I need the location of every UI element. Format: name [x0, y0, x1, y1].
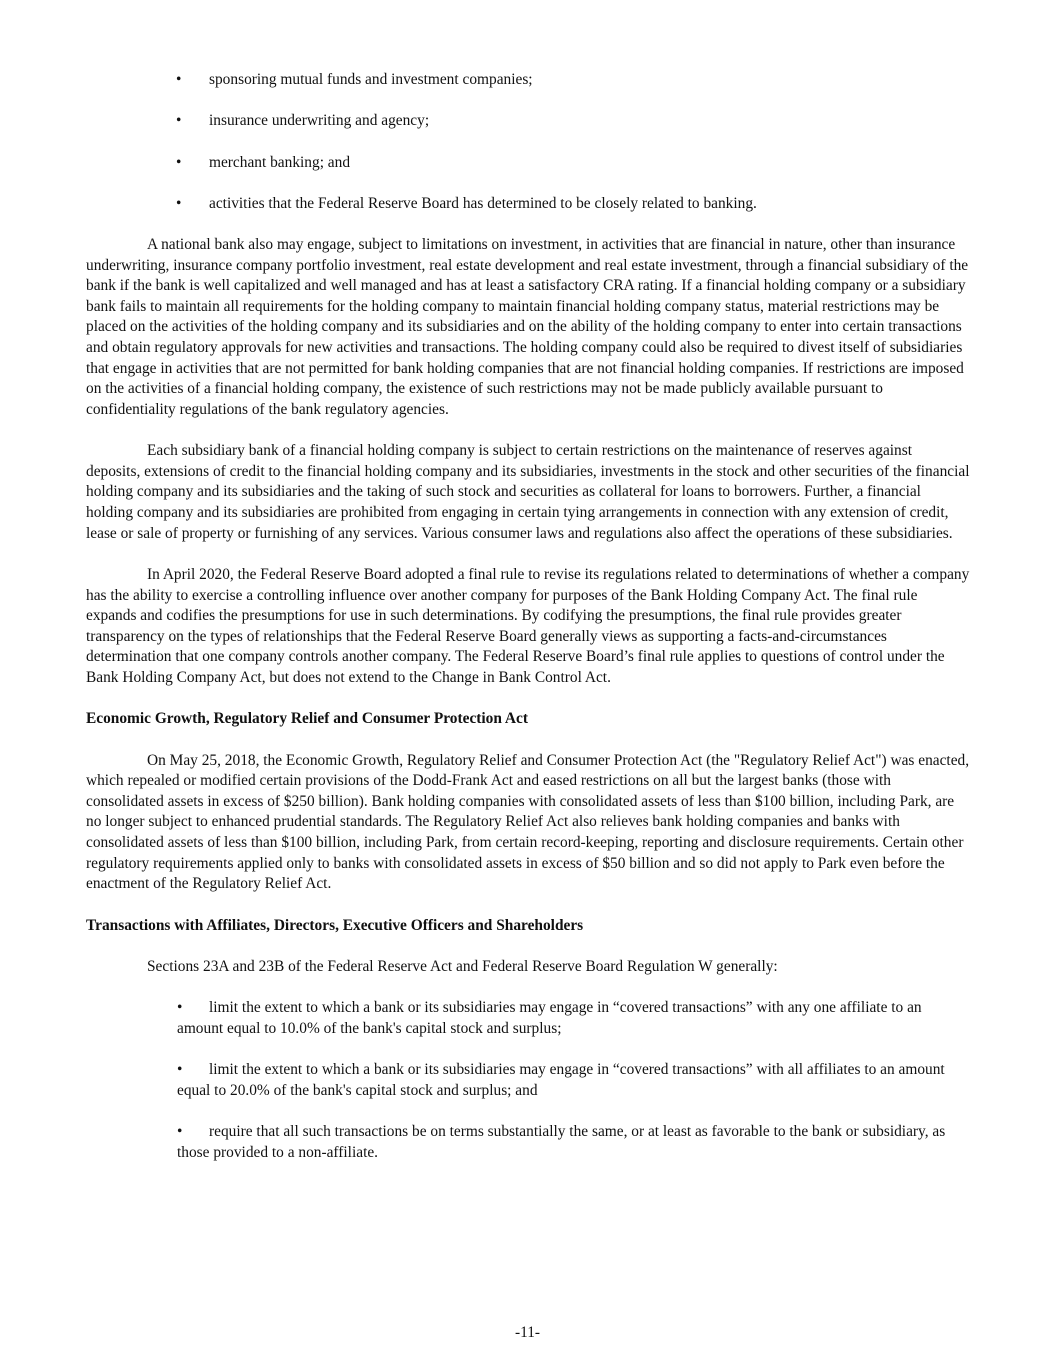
- list-item: [86, 998, 970, 1039]
- paragraph-national-bank: A national bank also may engage, subject to limitations on investment, in activities that are financial in nature, other than insurance underwriting, insurance company portfolio investment, real estate development and real estate investment, through a financial subsidiary of the bank if the bank is well capitalized and well managed and has at least a satisfactory CRA rating. If a financial holding company or a subsidiary bank fails to maintain all requirements for the holding company to maintain financial holding company status, material restrictions may be placed on the activities of the holding company and its subsidiaries and on the ability of the holding company to enter into certain transactions and obtain regulatory approvals for new activities and transactions. The holding company could also be required to divest itself of subsidiaries that engage in activities that are not permitted for bank holding companies that are not financial holding companies. If restrictions are imposed on the activities of a financial holding company, the existence of such restrictions may not be made publicly available pursuant to confidentiality regulations of the bank regulatory agencies.: [86, 236, 969, 418]
- list-item-text: require that all such transactions be on terms substantially the same, or at least as favorable to the bank or subsidiary, as those provided to a non-affiliate.: [177, 1123, 946, 1161]
- list-item: [0, 194, 1055, 215]
- bullet-icon: •: [177, 999, 183, 1017]
- list-item: [0, 70, 1055, 91]
- section-heading-regulatory-relief: Economic Growth, Regulatory Relief and Consumer Protection Act: [86, 710, 528, 728]
- list-item: [0, 153, 1055, 174]
- page-number: -11-: [514, 1324, 541, 1341]
- list-item-text: activities that the Federal Reserve Board has determined to be closely related to banking.: [209, 195, 757, 213]
- paragraph-subsidiary-bank: Each subsidiary bank of a financial holding company is subject to certain restrictions on the maintenance of reserves against deposits, extensions of credit to the financial holding company and its subsidiaries, investments in the stock and other securities of the financial holding company and its subsidiaries and the taking of such stock and securities as collateral for loans to borrowers. Further, a financial holding company and its subsidiaries are prohibited from engaging in certain tying arrangements in connection with any extension of credit, lease or sale of property or furnishing of any services. Various consumer laws and regulations also affect the operations of these subsidiaries.: [86, 442, 970, 542]
- paragraph-april-2020-rule: In April 2020, the Federal Reserve Board adopted a final rule to revise its regulations related to determinations of whether a company has the ability to exercise a controlling influence over another company for purposes of the Bank Holding Company Act. The final rule expands and codifies the presumptions for use in such determinations. By codifying the presumptions, the final rule provides greater transparency on the types of relationships that the Federal Reserve Board generally views as supporting a facts-and-circumstances determination that one company controls another company. The Federal Reserve Board’s final rule applies to questions of control under the Bank Holding Company Act, but does not extend to the Change in Bank Control Act.: [86, 565, 970, 686]
- document-body: [86, 235, 970, 1184]
- bullet-icon: •: [177, 1123, 183, 1141]
- paragraph-regulatory-relief: On May 25, 2018, the Economic Growth, Regulatory Relief and Consumer Protection Act (the "Regulatory Relief Act") was enacted, which repealed or modified certain provisions of the Dodd-Frank Act and eased restrictions on all but the largest banks (those with consolidated assets in excess of $250 billion). Bank holding companies with consolidated assets of less than $100 billion, including Park, are no longer subject to enhanced prudential standards. The Regulatory Relief Act also relieves bank holding companies and banks with consolidated assets of less than $100 billion, including Park, from certain record-keeping, reporting and disclosure requirements. Certain other regulatory requirements applied only to banks with consolidated assets in excess of $50 billion and so did not apply to Park even before the enactment of the Regulatory Relief Act.: [86, 751, 970, 893]
- list-item-text: limit the extent to which a bank or its subsidiaries may engage in “covered transactions” with any one affiliate to an amount equal to 10.0% of the bank's capital stock and surplus;: [177, 999, 922, 1037]
- list-item-text: limit the extent to which a bank or its subsidiaries may engage in “covered transactions” with all affiliates to an amount equal to 20.0% of the bank's capital stock and surplus; and: [177, 1061, 945, 1099]
- list-item-text: merchant banking; and: [209, 153, 351, 171]
- bullet-icon: •: [176, 112, 182, 130]
- permitted-activities-list: [0, 70, 1055, 236]
- list-item: [86, 1122, 970, 1163]
- bullet-icon: •: [176, 153, 182, 171]
- list-item-text: insurance underwriting and agency;: [209, 112, 430, 130]
- bullet-icon: •: [176, 71, 182, 88]
- list-item: [0, 111, 1055, 132]
- paragraph-regulation-w-lead: Sections 23A and 23B of the Federal Reserve Act and Federal Reserve Board Regulation W generally:: [147, 958, 778, 975]
- bullet-icon: •: [177, 1061, 183, 1079]
- list-item: [86, 1060, 970, 1101]
- section-heading-affiliates: Transactions with Affiliates, Directors, Executive Officers and Shareholders: [86, 916, 584, 934]
- list-item-text: sponsoring mutual funds and investment companies;: [209, 71, 533, 88]
- bullet-icon: •: [176, 195, 182, 213]
